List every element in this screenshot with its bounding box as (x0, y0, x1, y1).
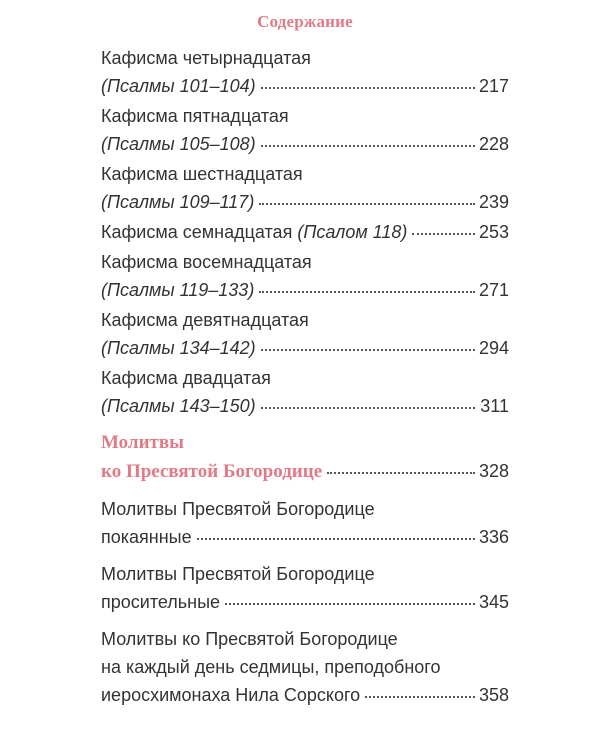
leader-dots (261, 144, 475, 147)
page-number: 294 (478, 338, 509, 358)
toc-entry-prayers-theotokos[interactable] (101, 429, 509, 486)
toc-entry-supplicatory[interactable] (101, 560, 509, 616)
toc-list (101, 44, 509, 709)
leader-dots (225, 602, 475, 605)
section-title: Молитвы (101, 432, 184, 453)
toc-entry-kathisma-19[interactable] (101, 306, 509, 362)
entry-title-cont: иеросхимонаха Нила Сорского (101, 685, 361, 705)
leader-dots (365, 695, 475, 698)
entry-title: Кафисма восемнадцатая (101, 252, 312, 272)
entry-subtitle: (Псалмы 143–150) (101, 396, 256, 416)
toc-entry-kathisma-16[interactable] (101, 160, 509, 216)
entry-title: Кафисма пятнадцатая (101, 106, 289, 126)
page-number: 217 (478, 76, 509, 96)
entry-title-cont: на каждый день седмицы, преподобного (101, 657, 441, 677)
entry-subtitle: (Псалмы 105–108) (101, 134, 256, 154)
page-title: Содержание (257, 12, 353, 31)
page-number: 253 (478, 222, 509, 242)
leader-dots (259, 290, 475, 293)
entry-title: Кафисма шестнадцатая (101, 164, 303, 184)
page-number: 228 (478, 134, 509, 154)
toc-entry-kathisma-15[interactable] (101, 102, 509, 158)
page-number: 328 (478, 461, 509, 481)
toc-entry-kathisma-18[interactable] (101, 248, 509, 304)
entry-title: Молитвы Пресвятой Богородице (101, 499, 375, 519)
entry-title-cont: покаянные (101, 527, 192, 547)
page-number: 311 (480, 396, 509, 416)
entry-subtitle: (Псалмы 101–104) (101, 76, 256, 96)
page-number: 271 (478, 280, 509, 300)
leader-dots (261, 406, 475, 409)
page-number: 239 (478, 192, 509, 212)
entry-title: Молитвы ко Пресвятой Богородице (101, 629, 398, 649)
toc-entry-penitential[interactable] (101, 495, 509, 551)
entry-title: Кафисма семнадцатая (101, 222, 293, 242)
leader-dots (261, 348, 475, 351)
leader-dots (259, 202, 475, 205)
entry-subtitle: (Псалом 118) (297, 222, 408, 242)
entry-title: Кафисма четырнадцатая (101, 48, 311, 68)
entry-title: Кафисма девятнадцатая (101, 310, 309, 330)
entry-title: Молитвы Пресвятой Богородице (101, 564, 375, 584)
entry-subtitle: (Псалмы 109–117) (101, 192, 255, 212)
leader-dots (197, 537, 475, 540)
page-number: 345 (478, 592, 509, 612)
page-number: 336 (478, 527, 509, 547)
toc-entry-kathisma-14[interactable] (101, 44, 509, 100)
entry-subtitle: (Псалмы 134–142) (101, 338, 256, 358)
entry-subtitle: (Псалмы 119–133) (101, 280, 255, 300)
entry-title: Кафисма двадцатая (101, 368, 271, 388)
toc-entry-kathisma-17[interactable] (101, 218, 509, 246)
section-title-cont: ко Пресвятой Богородице (101, 461, 323, 482)
page-number: 358 (478, 685, 509, 705)
leader-dots (327, 471, 475, 474)
toc-entry-kathisma-20[interactable] (101, 364, 509, 420)
leader-dots (261, 86, 475, 89)
toc-entry-nil-sorsky[interactable] (101, 625, 509, 709)
entry-title-cont: просительные (101, 592, 221, 612)
leader-dots (412, 232, 475, 235)
